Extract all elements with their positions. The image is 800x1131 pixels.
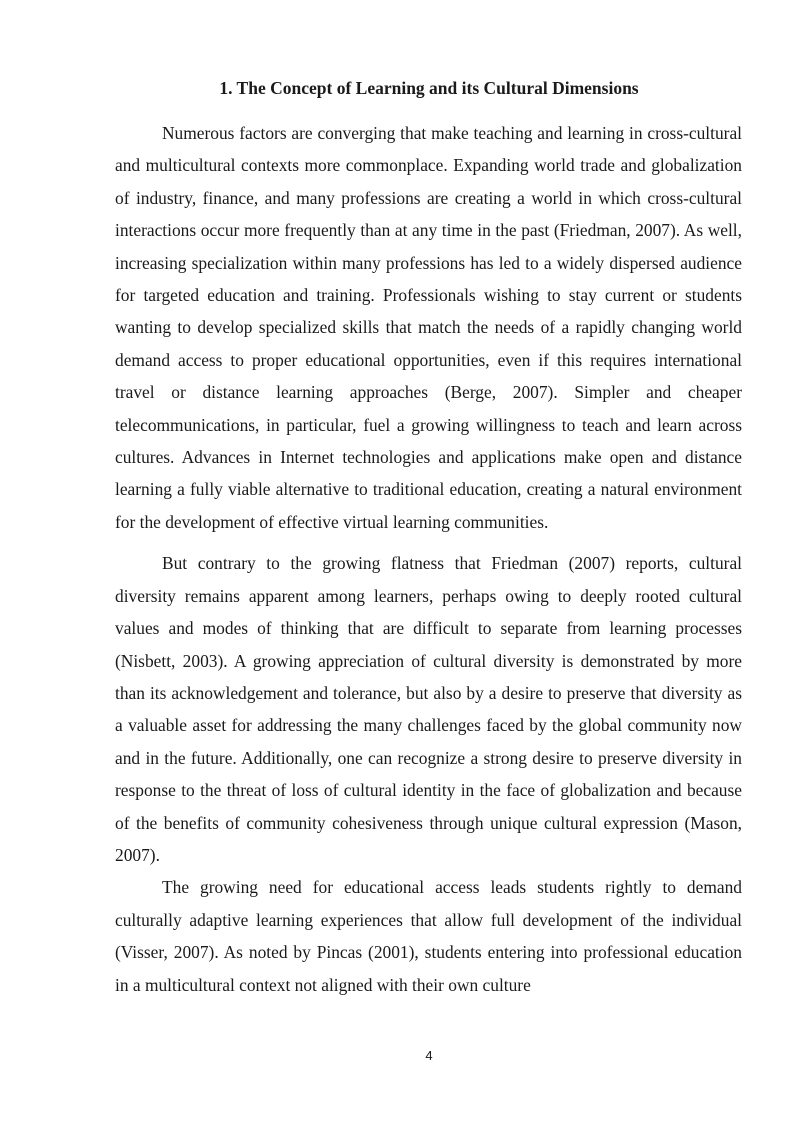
paragraph-3: The growing need for educational access leads students rightly to demand culturally adaptive learning experiences that allow full development of the individual (Visser, 2007). As noted by Pincas (2001), students entering into professional education in a multicultural context not aligned with their own culture bbox=[115, 877, 742, 995]
paragraph-1: Numerous factors are converging that make teaching and learning in cross-cultural and multicultural contexts more commonplace. Expanding world trade and globalization of industry, finance, and many professions are creating a world in which cross-cultural interactions occur more frequently than at any time in the past (Friedman, 2007). As well, increasing specialization within many professions has led to a widely dispersed audience for targeted education and training. Professionals wishing to stay current or students wanting to develop specialized skills that match the needs of a rapidly changing world demand access to proper educational opportunities, even if this requires international travel or distance learning approaches (Berge, 2007). Simpler and cheaper telecommunications, in particular, fuel a growing willingness to teach and learn across cultures. Advances in Internet technologies and applications make open and distance learning a fully viable alternative to traditional education, creating a natural environment for the development of effective virtual learning communities. bbox=[115, 123, 742, 532]
paragraph-2: But contrary to the growing flatness that Friedman (2007) reports, cultural diversity remains apparent among learners, perhaps owing to deeply rooted cultural values and modes of thinking that are difficult to separate from learning processes (Nisbett, 2003). A growing appreciation of cultural diversity is demonstrated by more than its acknowledgement and tolerance, but also by a desire to preserve that diversity as a valuable asset for addressing the many challenges faced by the global community now and in the future. Additionally, one can recognize a strong desire to preserve diversity in response to the threat of loss of cultural identity in the face of globalization and because of the benefits of community cohesiveness through unique cultural expression (Mason, 2007). bbox=[115, 553, 742, 865]
body-text bbox=[115, 117, 742, 1001]
section-heading: 1. The Concept of Learning and its Cultural Dimensions bbox=[219, 78, 639, 98]
page-number: 4 bbox=[425, 1048, 433, 1063]
